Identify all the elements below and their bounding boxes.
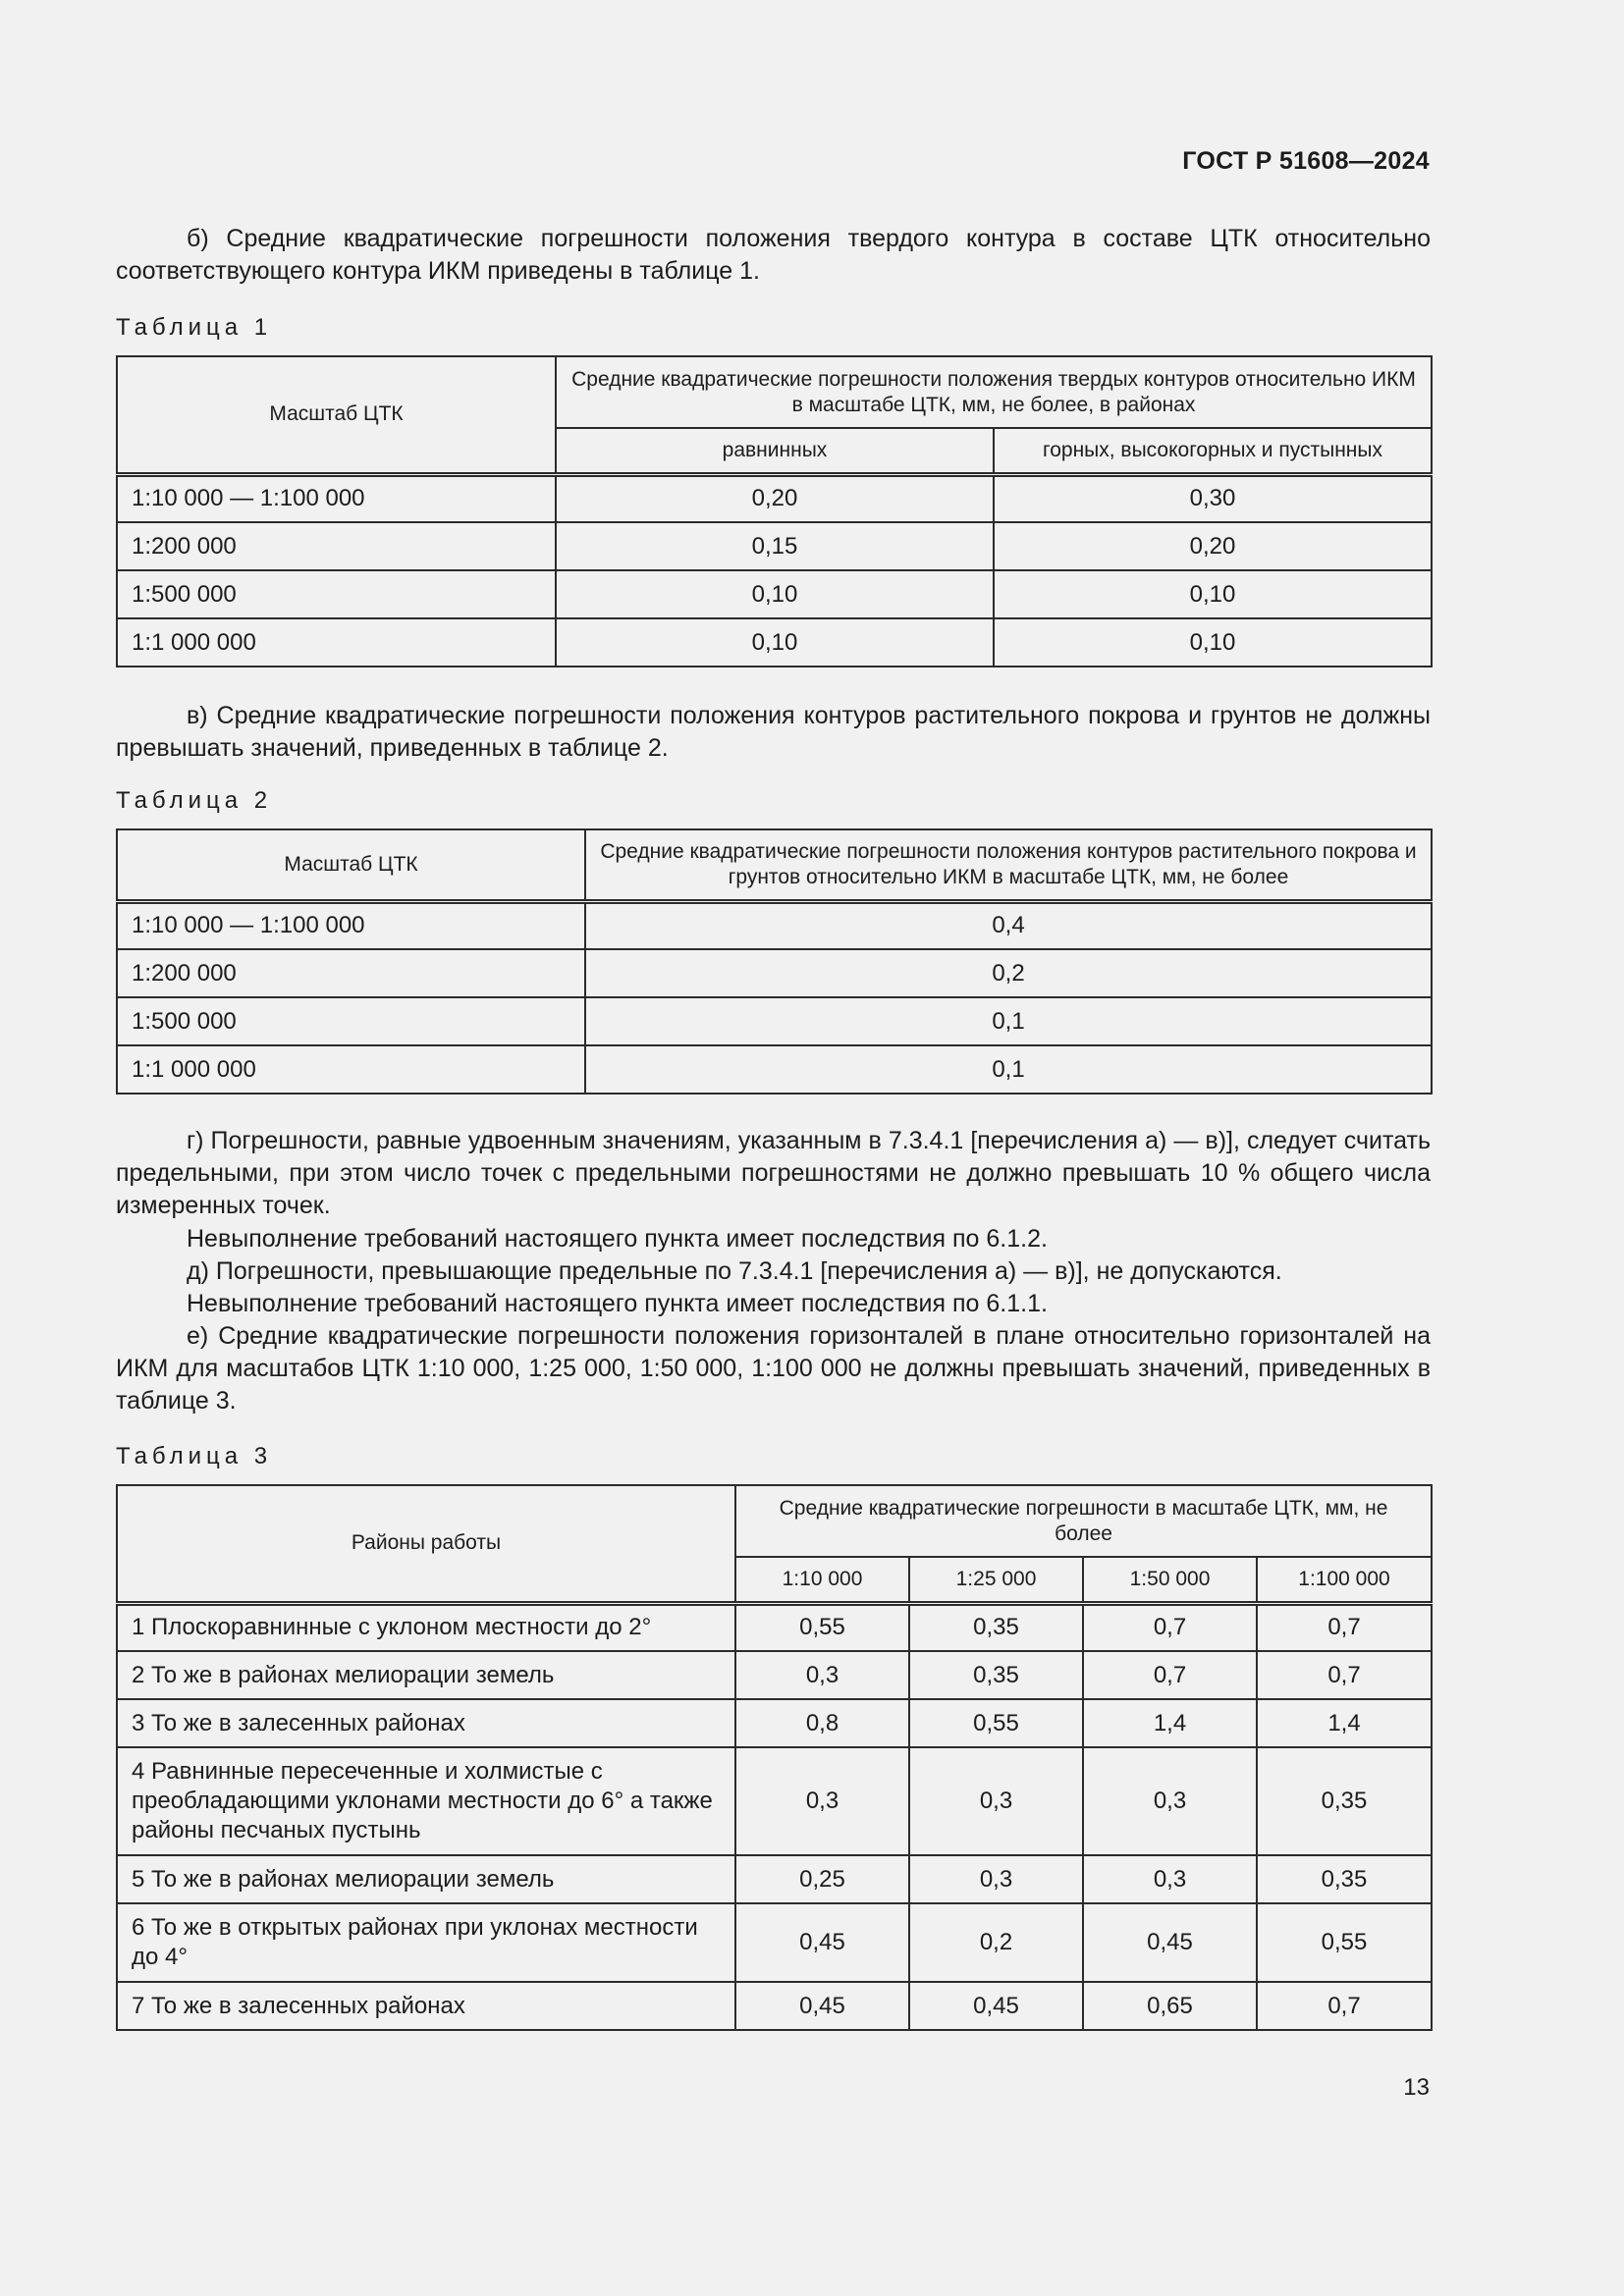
table3-cell-value: 0,35 bbox=[1257, 1855, 1432, 1903]
table3-cell-value: 0,3 bbox=[1083, 1855, 1257, 1903]
table1-header-mountain: горных, высокогорных и пустынных bbox=[994, 428, 1432, 474]
table3-header-area: Районы работы bbox=[117, 1485, 735, 1603]
paragraph-b-text: б) Средние квадратические погрешности положения твердого контура в составе ЦТК относительно соответствующего контура ИКМ приведены в таблице 1. bbox=[116, 225, 1431, 285]
table-2 bbox=[116, 828, 1433, 1095]
table3-cell-value: 1,4 bbox=[1083, 1699, 1257, 1747]
table3-cell-value: 0,45 bbox=[735, 1903, 909, 1982]
table3-cell-area: 2 То же в районах мелиорации земель bbox=[117, 1651, 735, 1699]
table3-cell-value: 0,3 bbox=[735, 1747, 909, 1855]
table-row bbox=[117, 1903, 1432, 1982]
table-row bbox=[117, 570, 1432, 618]
table1-cell-value: 0,30 bbox=[994, 474, 1432, 522]
table2-cell-value: 0,1 bbox=[585, 1045, 1432, 1094]
page-number: 13 bbox=[1403, 2074, 1430, 2101]
table3-cell-value: 0,2 bbox=[909, 1903, 1083, 1982]
table2-cell-value: 0,4 bbox=[585, 901, 1432, 949]
table3-cell-value: 0,45 bbox=[735, 1982, 909, 2030]
table-row bbox=[117, 949, 1432, 997]
table-row bbox=[117, 1982, 1432, 2030]
table1-cell-scale: 1:1 000 000 bbox=[117, 618, 556, 667]
table1-cell-scale: 1:10 000 — 1:100 000 bbox=[117, 474, 556, 522]
table2-header-scale: Масштаб ЦТК bbox=[117, 829, 585, 901]
table-3 bbox=[116, 1484, 1433, 2031]
table1-cell-scale: 1:200 000 bbox=[117, 522, 556, 570]
paragraph-d-text: д) Погрешности, превышающие предельные по 7.3.4.1 [перечисления а) — в)], не допускаются. bbox=[187, 1257, 1282, 1285]
table1-caption: Таблица 1 bbox=[116, 314, 273, 341]
table1-cell-scale: 1:500 000 bbox=[117, 570, 556, 618]
table3-cell-area: 5 То же в районах мелиорации земель bbox=[117, 1855, 735, 1903]
table3-cell-area: 7 То же в залесенных районах bbox=[117, 1982, 735, 2030]
table2-cell-scale: 1:10 000 — 1:100 000 bbox=[117, 901, 585, 949]
table3-cell-value: 1,4 bbox=[1257, 1699, 1432, 1747]
table1-cell-value: 0,15 bbox=[556, 522, 994, 570]
table3-cell-value: 0,7 bbox=[1083, 1603, 1257, 1651]
table3-cell-value: 0,8 bbox=[735, 1699, 909, 1747]
table-row bbox=[117, 1747, 1432, 1855]
table3-cell-value: 0,35 bbox=[1257, 1747, 1432, 1855]
paragraph-g bbox=[116, 1125, 1431, 1222]
table1-header-group: Средние квадратические погрешности положения твердых контуров относительно ИКМ в масштабе ЦТК, мм, не более, в районах bbox=[556, 356, 1432, 428]
table-1 bbox=[116, 355, 1433, 667]
table-row bbox=[117, 997, 1432, 1045]
table-row bbox=[117, 618, 1432, 667]
table3-cell-value: 0,3 bbox=[909, 1747, 1083, 1855]
table3-header-group: Средние квадратические погрешности в масштабе ЦТК, мм, не более bbox=[735, 1485, 1432, 1557]
paragraph-d bbox=[116, 1255, 1431, 1288]
table3-header-scale: 1:50 000 bbox=[1083, 1557, 1257, 1603]
table3-cell-value: 0,55 bbox=[1257, 1903, 1432, 1982]
table-row bbox=[117, 1855, 1432, 1903]
table2-cell-value: 0,2 bbox=[585, 949, 1432, 997]
paragraph-v-text: в) Средние квадратические погрешности положения контуров растительного покрова и грунтов не должны превышать значений, приведенных в таблице 2. bbox=[116, 702, 1431, 762]
table3-cell-value: 0,7 bbox=[1257, 1651, 1432, 1699]
table3-cell-value: 0,65 bbox=[1083, 1982, 1257, 2030]
table3-cell-value: 0,25 bbox=[735, 1855, 909, 1903]
table-row bbox=[117, 901, 1432, 949]
table-row bbox=[117, 474, 1432, 522]
table2-header-value: Средние квадратические погрешности положения контуров растительного покрова и грунтов относительно ИКМ в масштабе ЦТК, мм, не более bbox=[585, 829, 1432, 901]
table3-cell-value: 0,3 bbox=[1083, 1747, 1257, 1855]
paragraph-b bbox=[116, 223, 1431, 288]
paragraph-d-consequence-text: Невыполнение требований настоящего пункта имеет последствия по 6.1.1. bbox=[187, 1290, 1048, 1317]
table2-cell-scale: 1:200 000 bbox=[117, 949, 585, 997]
table3-cell-value: 0,35 bbox=[909, 1603, 1083, 1651]
table3-header-scale: 1:10 000 bbox=[735, 1557, 909, 1603]
table3-cell-value: 0,55 bbox=[909, 1699, 1083, 1747]
paragraph-g-consequence-text: Невыполнение требований настоящего пункта имеет последствия по 6.1.2. bbox=[187, 1225, 1048, 1253]
table3-cell-value: 0,7 bbox=[1257, 1982, 1432, 2030]
table2-cell-scale: 1:1 000 000 bbox=[117, 1045, 585, 1094]
table3-cell-value: 0,7 bbox=[1083, 1651, 1257, 1699]
table1-cell-value: 0,10 bbox=[556, 570, 994, 618]
table2-cell-value: 0,1 bbox=[585, 997, 1432, 1045]
table3-cell-value: 0,35 bbox=[909, 1651, 1083, 1699]
table-row bbox=[117, 522, 1432, 570]
table1-cell-value: 0,10 bbox=[994, 618, 1432, 667]
table1-cell-value: 0,20 bbox=[556, 474, 994, 522]
table3-cell-value: 0,55 bbox=[735, 1603, 909, 1651]
table-row bbox=[117, 1651, 1432, 1699]
table3-cell-area: 3 То же в залесенных районах bbox=[117, 1699, 735, 1747]
table2-cell-scale: 1:500 000 bbox=[117, 997, 585, 1045]
table3-caption: Таблица 3 bbox=[116, 1443, 273, 1469]
paragraph-d-consequence bbox=[116, 1288, 1431, 1320]
table1-header-scale: Масштаб ЦТК bbox=[117, 356, 556, 474]
table1-header-flat: равнинных bbox=[556, 428, 994, 474]
paragraph-v bbox=[116, 700, 1431, 765]
table3-cell-value: 0,3 bbox=[909, 1855, 1083, 1903]
table3-cell-area: 4 Равнинные пересеченные и холмистые с преобладающими уклонами местности до 6° а также районы песчаных пустынь bbox=[117, 1747, 735, 1855]
table-row bbox=[117, 1699, 1432, 1747]
table1-cell-value: 0,10 bbox=[556, 618, 994, 667]
document-code: ГОСТ Р 51608—2024 bbox=[1182, 147, 1430, 175]
table-row bbox=[117, 1045, 1432, 1094]
table3-cell-value: 0,7 bbox=[1257, 1603, 1432, 1651]
paragraph-e bbox=[116, 1320, 1431, 1417]
table1-cell-value: 0,10 bbox=[994, 570, 1432, 618]
table3-header-scale: 1:25 000 bbox=[909, 1557, 1083, 1603]
table3-cell-area: 6 То же в открытых районах при уклонах местности до 4° bbox=[117, 1903, 735, 1982]
table3-cell-value: 0,45 bbox=[1083, 1903, 1257, 1982]
table3-cell-value: 0,45 bbox=[909, 1982, 1083, 2030]
table3-cell-area: 1 Плоскоравнинные с уклоном местности до 2° bbox=[117, 1603, 735, 1651]
table-row bbox=[117, 1603, 1432, 1651]
paragraph-g-text: г) Погрешности, равные удвоенным значениям, указанным в 7.3.4.1 [перечисления а) — в)], следует считать предельными, при этом число точек с предельными погрешностями не должно превышать 10 % общего числа измеренных точек. bbox=[116, 1127, 1431, 1219]
paragraph-g-consequence bbox=[116, 1223, 1431, 1255]
table1-cell-value: 0,20 bbox=[994, 522, 1432, 570]
table3-header-scale: 1:100 000 bbox=[1257, 1557, 1432, 1603]
table2-caption: Таблица 2 bbox=[116, 787, 273, 814]
paragraph-e-text: е) Средние квадратические погрешности положения горизонталей в плане относительно горизонталей на ИКМ для масштабов ЦТК 1:10 000, 1:25 000, 1:50 000, 1:100 000 не должны превышать значений, приведенных в таблице 3. bbox=[116, 1322, 1431, 1415]
table3-cell-value: 0,3 bbox=[735, 1651, 909, 1699]
